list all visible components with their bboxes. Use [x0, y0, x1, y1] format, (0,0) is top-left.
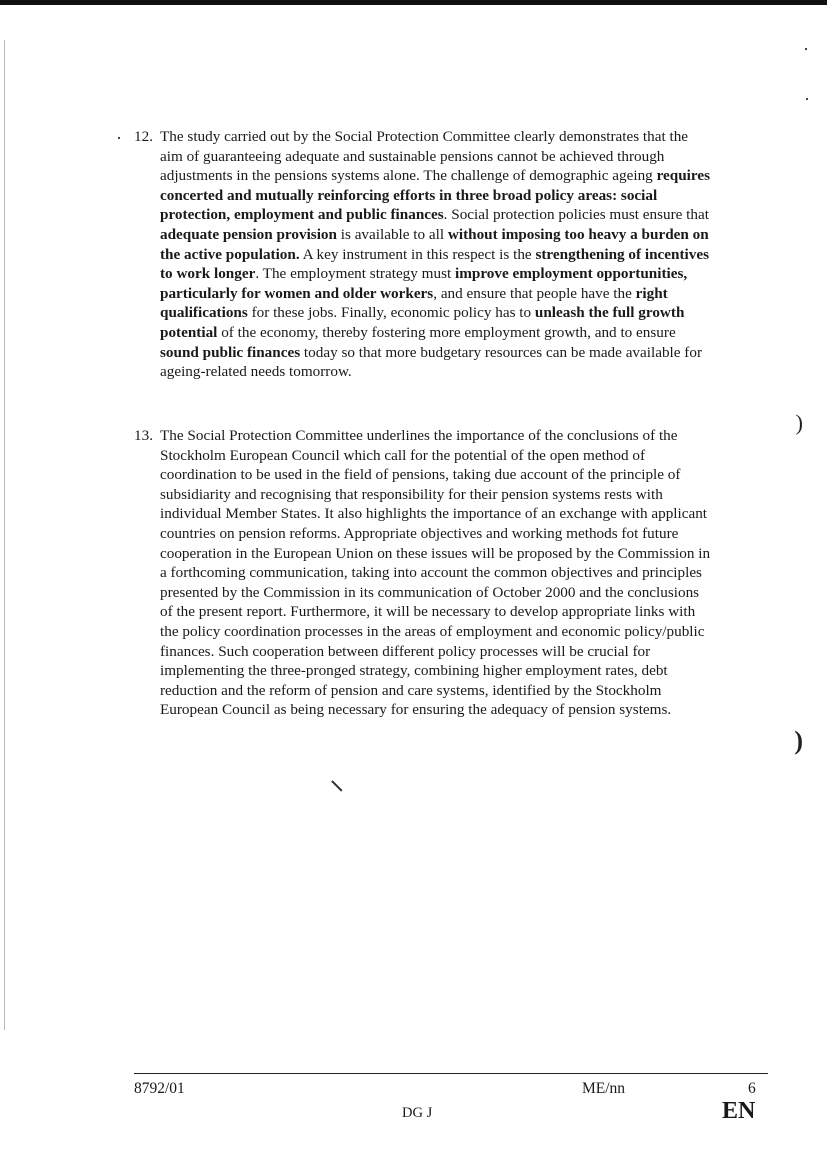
scan-dot	[805, 48, 807, 50]
document-code: 8792/01	[134, 1080, 185, 1097]
scan-artifact-paren: )	[795, 410, 803, 435]
text-segment: . The employment strategy must	[255, 265, 455, 283]
scan-mark-left	[4, 40, 5, 1030]
bold-text-segment: requires concerted and mutually reinforcing efforts in three broad policy areas: social protection, employment and public finances	[160, 167, 711, 224]
page-number: 6	[748, 1080, 756, 1097]
scan-artifact-paren: )	[794, 726, 803, 755]
text-segment: . Social protection policies must ensure that	[443, 206, 709, 224]
bold-text-segment: right qualifications	[160, 284, 668, 322]
bold-text-segment: sound public finances	[160, 343, 301, 361]
text-segment: for these jobs. Finally, economic policy has to	[247, 304, 535, 322]
paragraph-text	[160, 127, 714, 382]
text-segment: A key instrument in this respect is the	[299, 245, 536, 263]
scan-dot	[118, 137, 120, 139]
text-segment: today so that more budgetary resources can be made available for ageing-related needs tomorrow.	[160, 343, 703, 381]
paragraph-number: 12.	[134, 128, 153, 145]
language-code: EN	[722, 1098, 756, 1124]
paragraph-12	[134, 127, 714, 382]
bold-text-segment: adequate pension provision	[160, 225, 337, 243]
scan-dot	[806, 98, 808, 100]
footer-divider	[134, 1073, 768, 1074]
scan-artifact-tick	[332, 780, 343, 791]
directorate: DG J	[402, 1105, 433, 1121]
text-segment: of the economy, thereby fostering more employment growth, and to ensure	[217, 323, 676, 341]
text-segment: is available to all	[336, 225, 448, 243]
paragraph-13	[134, 426, 714, 720]
bold-text-segment: unleash the full growth potential	[160, 304, 685, 341]
paragraph-text	[160, 426, 714, 720]
paragraph-number: 13.	[134, 427, 153, 444]
text-segment: , and ensure that people have the	[433, 284, 636, 302]
text-segment: The Social Protection Committee underlines the importance of the conclusions of the Stockholm European Council which call for the potential of the open method of coordination to be used in the field of pensions, taking due account of the principle of subsidiarity and recognising that responsibility for their pension systems rests with individual Member States. It also highlights the importance of an exchange with applicant countries on pension reforms. Appropriate objectives and working methods fot future cooperation in the European Union on these issues will be proposed by the Commission in a forthcoming communication, taking into account the common objectives and principles presented by the Commission in its communication of October 2000 and the conclusions of the present report. Furthermore, it will be necessary to develop appropriate links with the policy coordination processes in the areas of employment and economic policy/public finances. Such cooperation between different policy processes will be crucial for implementing the three-pronged strategy, combining higher employment rates, debt reduction and the reform of pension and care systems, identified by the Stockholm European Council as being necessary for ensuring the adequacy of pension systems.	[160, 427, 711, 719]
text-segment: The study carried out by the Social Protection Committee clearly demonstrates that the aim of guaranteeing adequate and sustainable pensions cannot be achieved through adjustments in the pensions systems alone. The challenge of demographic ageing	[160, 128, 689, 185]
bold-text-segment: strengthening of incentives to work longer	[160, 245, 709, 283]
top-border	[0, 0, 827, 5]
author-initials: ME/nn	[582, 1080, 626, 1097]
bold-text-segment: improve employment opportunities, particularly for women and older workers	[160, 265, 688, 302]
bold-text-segment: without imposing too heavy a burden on the active population.	[160, 225, 709, 263]
